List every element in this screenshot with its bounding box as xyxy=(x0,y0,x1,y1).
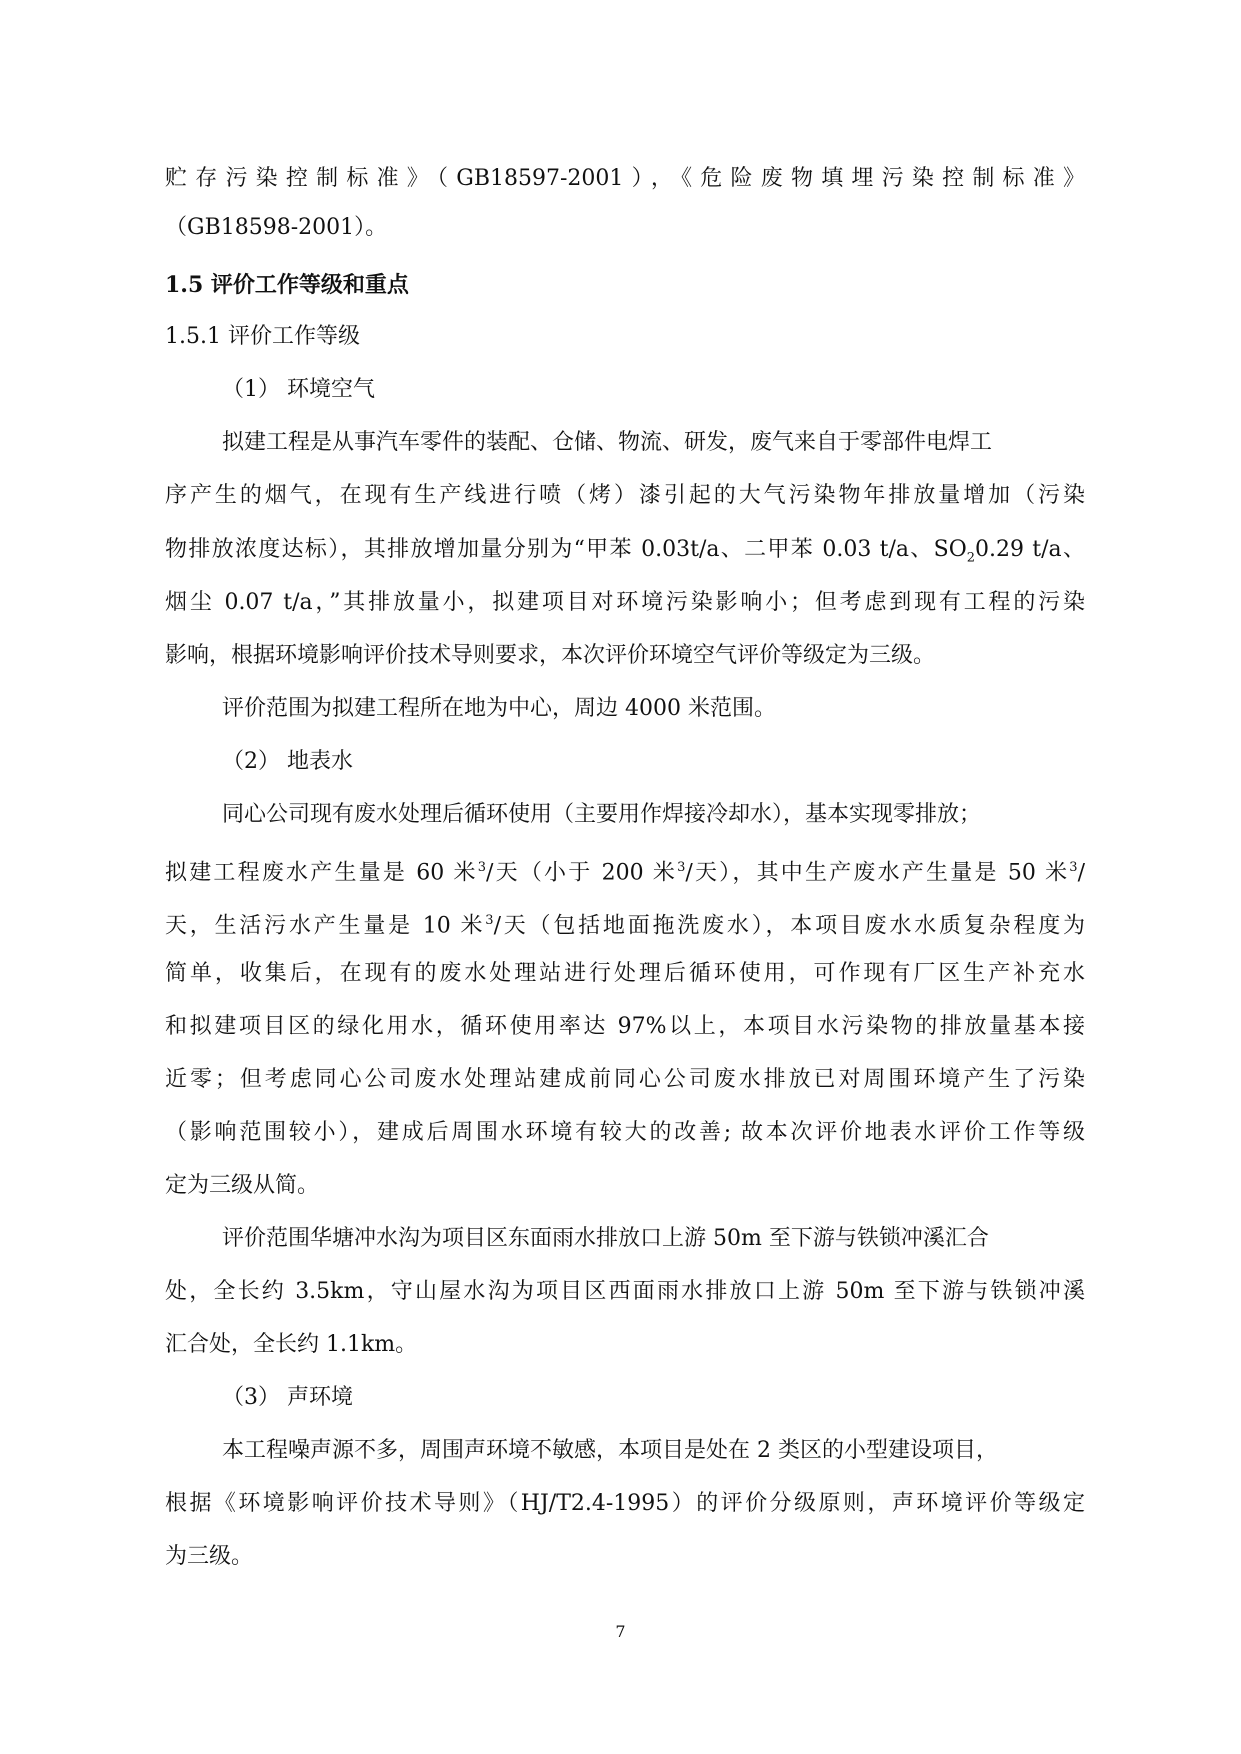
item-heading: （3） 声环境 xyxy=(222,1385,353,1410)
paragraph-line: （GB18598-2001）。 xyxy=(165,215,388,240)
paragraph-line: 处，全长约 3.5km，守山屋水沟为项目区西面雨水排放口上游 50m 至下游与铁锁冲溪 xyxy=(165,1279,1085,1304)
paragraph-line: 天，生活污水产生量是 10 米$^3$/天（包括地面拖洗废水），本项目废水水质复杂程度为 xyxy=(165,913,1085,939)
subsection-heading: 1.5.1 评价工作等级 xyxy=(165,324,360,349)
paragraph-line: 拟建工程废水产生量是 60 米$^3$/天（小于 200 米$^3$/天），其中生产废水产生量是 50 米$^3$/ xyxy=(165,860,1085,886)
paragraph-line: （影响范围较小），建成后周围水环境有较大的改善; 故本次评价地表水评价工作等级 xyxy=(165,1120,1085,1145)
paragraph-line: 影响，根据环境影响评价技术导则要求，本次评价环境空气评价等级定为三级。 xyxy=(165,643,936,668)
paragraph-line: 物排放浓度达标），其排放增加量分别为“甲苯 0.03t/a、二甲苯 0.03 t/a、$SO_20.29$ t/a、 xyxy=(165,537,1085,566)
paragraph-line: 为三级。 xyxy=(165,1544,254,1569)
paragraph-line: 汇合处，全长约 1.1km。 xyxy=(165,1332,418,1357)
paragraph-line: 定为三级从简。 xyxy=(165,1173,320,1198)
paragraph-line: 贮存污染控制标准》（GB18597-2001），《危险废物填埋污染控制标准》 xyxy=(165,166,1085,191)
paragraph-line: 烟尘 0.07 t/a，”其排放量小，拟建项目对环境污染影响小；但考虑到现有工程的污染 xyxy=(165,590,1085,615)
item-heading: （1） 环境空气 xyxy=(222,377,375,402)
paragraph-line: 本工程噪声源不多，周围声环境不敏感，本项目是处在 2 类区的小型建设项目， xyxy=(222,1438,998,1463)
paragraph-line: 同心公司现有废水处理后循环使用（主要用作焊接冷却水），基本实现零排放； xyxy=(222,802,982,827)
paragraph-line: 根据《环境影响评价技术导则》（HJ/T2.4-1995）的评价分级原则，声环境评价等级定 xyxy=(165,1491,1085,1516)
paragraph-line: 简单，收集后，在现有的废水处理站进行处理后循环使用，可作现有厂区生产补充水 xyxy=(165,961,1085,986)
section-heading: 1.5 评价工作等级和重点 xyxy=(165,272,409,298)
paragraph-line: 序产生的烟气，在现有生产线进行喷（烤）漆引起的大气污染物年排放量增加（污染 xyxy=(165,483,1085,508)
paragraph-line: 评价范围为拟建工程所在地为中心，周边 4000 米范围。 xyxy=(222,696,776,721)
page-number: 7 xyxy=(615,1622,626,1641)
paragraph-line: 和拟建项目区的绿化用水，循环使用率达 97%以上，本项目水污染物的排放量基本接 xyxy=(165,1014,1085,1039)
item-heading: （2） 地表水 xyxy=(222,749,353,774)
paragraph-line: 评价范围华塘冲水沟为项目区东面雨水排放口上游 50m 至下游与铁锁冲溪汇合 xyxy=(222,1226,989,1251)
paragraph-line: 拟建工程是从事汽车零件的装配、仓储、物流、研发，废气来自于零部件电焊工 xyxy=(222,430,993,455)
paragraph-line: 近零；但考虑同心公司废水处理站建成前同心公司废水排放已对周围环境产生了污染 xyxy=(165,1067,1085,1092)
